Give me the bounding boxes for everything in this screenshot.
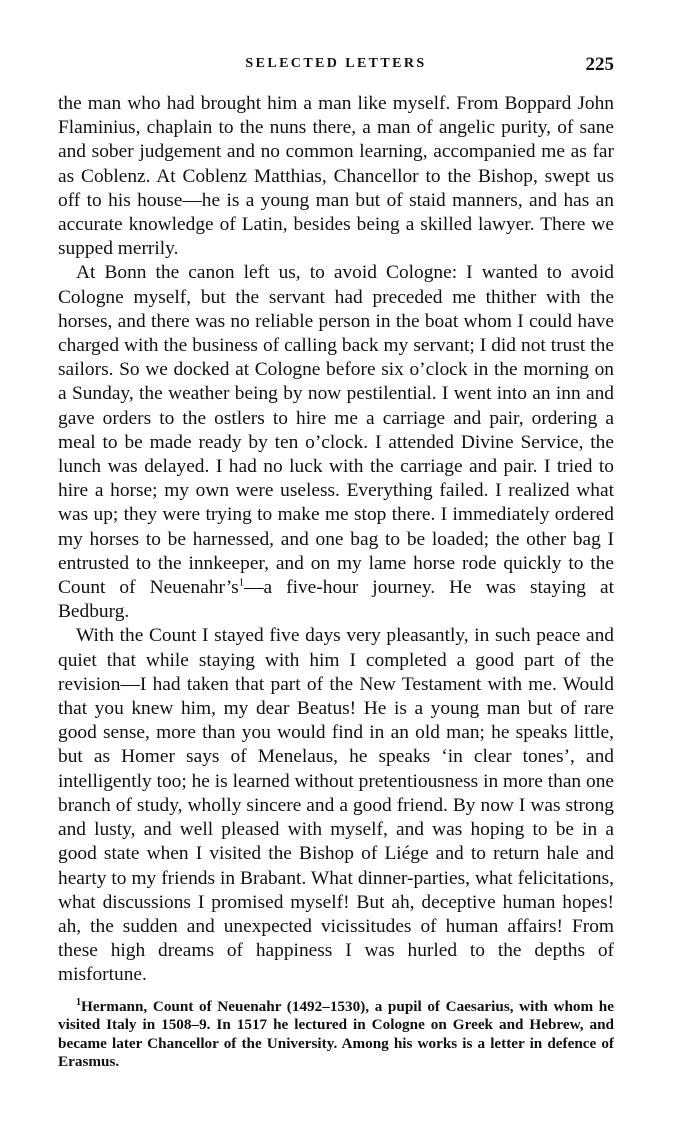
footnote — [58, 998, 614, 1072]
paragraph-bonn-cologne — [58, 261, 614, 624]
running-title: SELECTED LETTERS — [245, 56, 427, 71]
paragraph-text: At Bonn the canon left us, to avoid Cologne: I wanted to avoid Cologne myself, but the servant had preceded me thither with the horses, and there was no reliable person in the boat whom I could have charged with the business of calling back my servant; I did not trust the sailors. So we docked at Cologne before six o’clock in the morning on a Sunday, the weather being by now pestilential. I went into an inn and gave orders to the ostlers to hire me a carriage and pair, ordering a meal to be made ready by ten o’clock. I attended Divine Service, the lunch was delayed. I had no luck with the carriage and pair. I tried to hire a horse; my own were useless. Everything failed. I realized what was up; they were trying to make me stop there. I immediately ordered my horses to be harnessed, and one bag to be loaded; the other bag I entrusted to the innkeeper, and on my lame horse rode quickly to the Count of Neuenahr’s — [58, 262, 614, 599]
footnote-text: Hermann, Count of Neuenahr (1492–1530), a pupil of Caesarius, with whom he visited Italy in 1508–9. In 1517 he lectured in Cologne on Greek and Hebrew, and became later Chancellor of the University. Among his works is a letter in defence of Erasmus. — [58, 997, 614, 1071]
paragraph-text: —a five-hour journey. He was staying at Bedburg. — [58, 577, 614, 623]
paragraph-continuation: the man who had brought him a man like myself. From Boppard John Flaminius, chaplain to the nuns there, a man of angelic purity, of sane and sober judgement and no common learning, accompanied me as far as Coblenz. At Coblenz Matthias, Chancellor to the Bishop, swept us off to his house—he is a young man but of staid manners, and has an accurate knowledge of Latin, besides being a skilled lawyer. There we supped merrily. — [58, 93, 614, 260]
footnote-marker: 1 — [76, 996, 81, 1008]
paragraph-count-visit: With the Count I stayed five days very pleasantly, in such peace and quiet that while staying with him I completed a good part of the revision—I had taken that part of the New Testament with me. Would that you knew him, my dear Beatus! He is a young man but of rare good sense, more than you would find in an old man; he speaks little, but as Homer says of Menelaus, he speaks ‘in clear tones’, and intelligently too; he is learned without pretentiousness in more than one branch of study, wholly sincere and a good friend. By now I was strong and lusty, and well pleased with myself, and was hoping to be in a good state when I visited the Bishop of Liége and to return hale and hearty to my friends in Brabant. What dinner-parties, what felicitations, what discussions I promised myself! But ah, deceptive human hopes! ah, the sudden and unexpected vicissitudes of human affairs! From these high dreams of happiness I was hurled to the depths of misfortune. — [58, 625, 614, 986]
footnote-reference: 1 — [238, 576, 245, 589]
body-text — [58, 92, 614, 988]
running-head — [58, 54, 614, 78]
book-page — [58, 54, 614, 1072]
page-number: 225 — [585, 54, 614, 75]
